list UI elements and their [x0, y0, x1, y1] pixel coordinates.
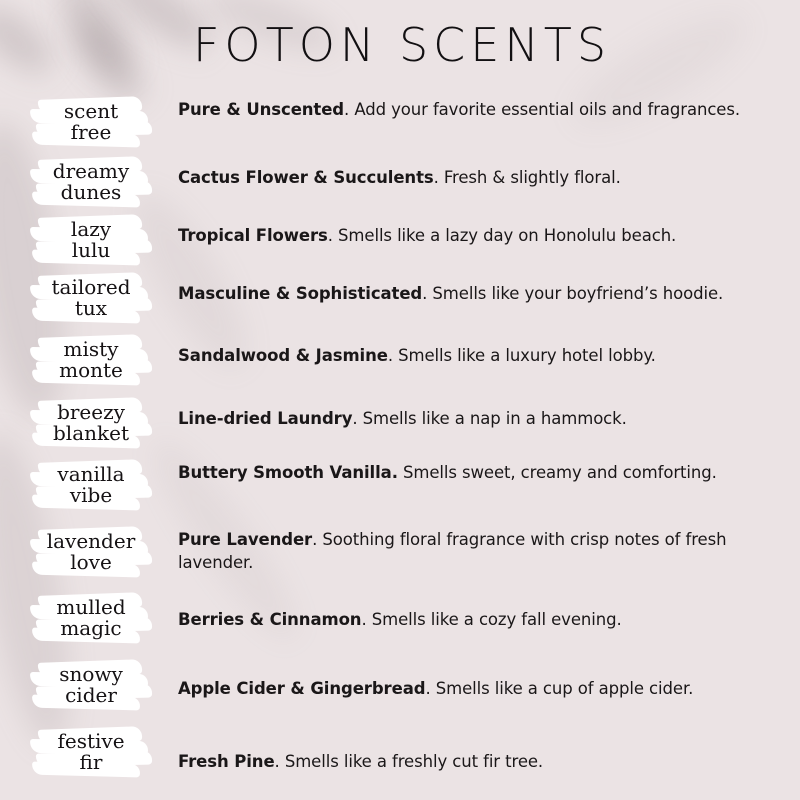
scent-description-text: . Smells like a lazy day on Honolulu beach.: [327, 226, 677, 245]
scent-description-text: . Smells like a luxury hotel lobby.: [387, 346, 656, 365]
scent-name: [32, 592, 150, 644]
scent-description-text: . Add your favorite essential oils and fragrances.: [344, 100, 741, 119]
scent-name: [32, 334, 150, 386]
scent-name: [32, 659, 150, 711]
page-title: FOTON SCENTS: [192, 18, 612, 72]
scent-description: [178, 608, 768, 631]
scent-description-text: Smells sweet, creamy and comforting.: [397, 463, 717, 482]
scent-description-text: . Smells like a cup of apple cider.: [425, 679, 694, 698]
scent-name-swatch: [32, 592, 150, 644]
scent-row: [0, 92, 800, 152]
scent-name-line2: magic: [60, 616, 122, 640]
scent-name: [32, 214, 150, 266]
scent-highlight: Sandalwood & Jasmine: [178, 346, 388, 365]
scent-name-swatch: [32, 726, 150, 778]
scent-highlight: Berries & Cinnamon: [178, 610, 362, 629]
scent-name-line2: lulu: [71, 238, 111, 262]
scent-description: [178, 344, 768, 367]
scent-name-swatch: [32, 156, 150, 208]
scent-name: [32, 459, 150, 511]
scent-name-swatch: [32, 96, 150, 148]
scent-name: [32, 397, 150, 449]
scent-row: [0, 522, 800, 582]
scent-row: [0, 210, 800, 270]
scent-name-line2: love: [70, 550, 112, 574]
scent-name: [32, 272, 150, 324]
scent-name-line2: cider: [65, 683, 117, 707]
scent-highlight: Buttery Smooth Vanilla.: [178, 463, 398, 482]
scent-name-swatch: [32, 526, 150, 578]
scent-name-line2: vibe: [69, 483, 113, 507]
scent-name-line2: free: [70, 120, 112, 144]
scent-description: [178, 461, 768, 484]
scent-name-swatch: [32, 272, 150, 324]
scent-description-text: . Smells like your boyfriend’s hoodie.: [422, 284, 724, 303]
scent-description-text: . Smells like a cozy fall evening.: [361, 610, 622, 629]
scent-name-line1: lazy: [70, 217, 112, 241]
scent-name: [32, 726, 150, 778]
scent-highlight: Line-dried Laundry: [178, 409, 353, 428]
scent-name-line1: tailored: [51, 275, 131, 299]
scent-name-line1: festive: [57, 729, 125, 753]
scent-description: [178, 282, 768, 305]
scent-description: [178, 677, 768, 700]
scent-description: [178, 166, 768, 189]
scent-row: [0, 455, 800, 515]
scent-highlight: Cactus Flower & Succulents: [178, 168, 434, 187]
scent-name-line1: mulled: [56, 595, 126, 619]
scent-row: [0, 655, 800, 715]
scent-name-line1: lavender: [46, 529, 136, 553]
scent-highlight: Tropical Flowers: [178, 226, 328, 245]
scent-row: [0, 722, 800, 782]
scent-description: [178, 407, 768, 430]
scent-name-swatch: [32, 459, 150, 511]
scent-row: [0, 268, 800, 328]
scent-row: [0, 393, 800, 453]
scent-name-line2: fir: [79, 750, 103, 774]
scent-description: [178, 750, 768, 773]
scent-highlight: Masculine & Sophisticated: [178, 284, 423, 303]
scent-highlight: Fresh Pine: [178, 752, 275, 771]
scent-description-text: . Soothing floral fragrance with crisp notes of fresh lavender.: [178, 530, 727, 572]
scent-name-line1: snowy: [59, 662, 123, 686]
scent-name-line1: dreamy: [52, 159, 130, 183]
scent-row: [0, 588, 800, 648]
scent-name-line1: misty: [63, 337, 119, 361]
scent-name-line2: blanket: [53, 421, 129, 445]
scent-name-swatch: [32, 334, 150, 386]
scent-name-swatch: [32, 397, 150, 449]
scent-highlight: Pure & Unscented: [178, 100, 345, 119]
scent-name-swatch: [32, 214, 150, 266]
scent-description: [178, 224, 768, 247]
scent-name: [32, 526, 150, 578]
scent-name-line1: breezy: [57, 400, 125, 424]
scent-description-text: . Fresh & slightly floral.: [433, 168, 621, 187]
scent-name-line2: tux: [74, 296, 108, 320]
scent-name-swatch: [32, 659, 150, 711]
scent-name-line2: dunes: [60, 180, 122, 204]
scent-description: [178, 98, 768, 121]
scent-name-line1: scent: [63, 99, 119, 123]
scent-row: [0, 152, 800, 212]
scent-description-text: . Smells like a nap in a hammock.: [352, 409, 627, 428]
scent-highlight: Pure Lavender: [178, 530, 313, 549]
scent-highlight: Apple Cider & Gingerbread: [178, 679, 426, 698]
scent-name: [32, 96, 150, 148]
scent-description: [178, 528, 768, 574]
scent-row: [0, 330, 800, 390]
scent-description-text: . Smells like a freshly cut fir tree.: [274, 752, 544, 771]
scent-name: [32, 156, 150, 208]
scent-name-line1: vanilla: [57, 462, 125, 486]
scent-name-line2: monte: [59, 358, 123, 382]
